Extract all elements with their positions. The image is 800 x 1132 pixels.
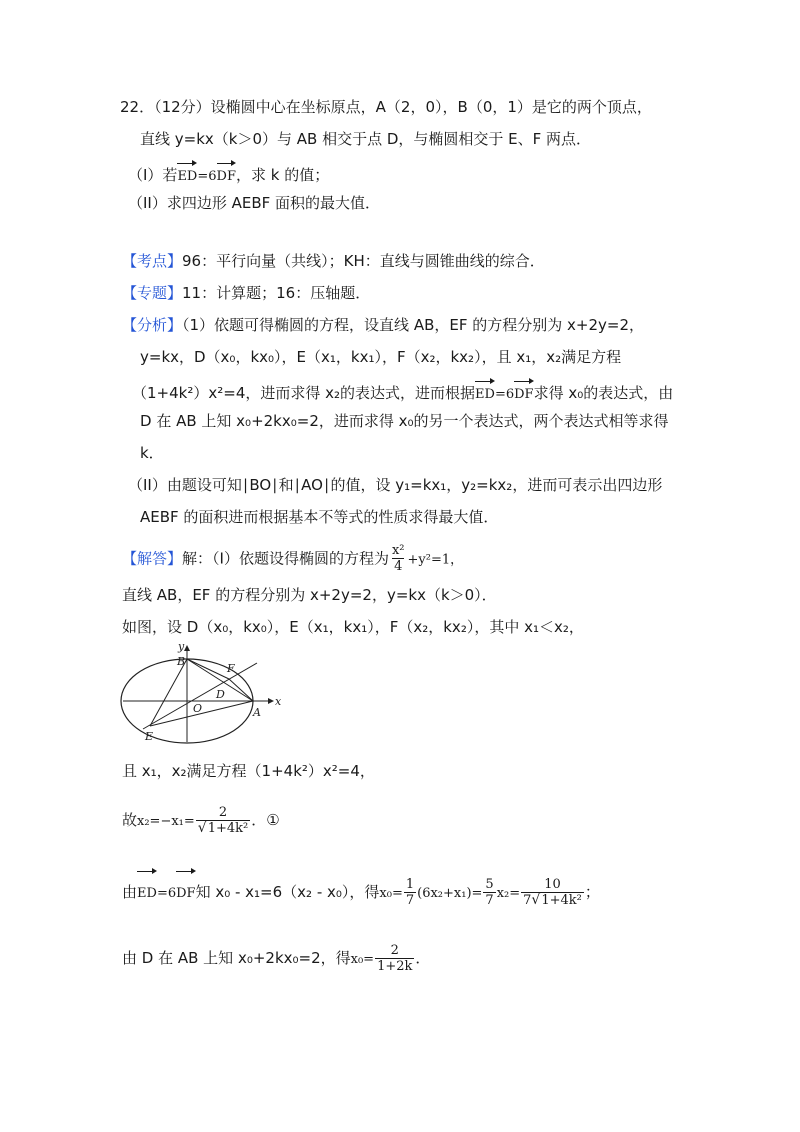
jieda-text-1a: 解：（I）依题设得椭圆的方程为 bbox=[182, 549, 389, 568]
label-e: E bbox=[145, 730, 154, 743]
label-y: y bbox=[178, 640, 185, 653]
jieda-text-1b: +y²=1， bbox=[407, 552, 464, 568]
eq-6-3: =6 bbox=[156, 886, 177, 901]
zhuanti-text: 11：计算题；16：压轴题． bbox=[182, 284, 371, 302]
zhuanti-line bbox=[122, 282, 370, 304]
label-d: D bbox=[216, 688, 225, 701]
part1-prefix: （I）若 bbox=[128, 166, 178, 184]
line-ef bbox=[143, 663, 257, 729]
kaodian-text: 96：平行向量（共线）；KH：直线与圆锥曲线的综合． bbox=[182, 252, 545, 270]
fenxi-tag: 【分析】 bbox=[122, 316, 183, 334]
problem-part-1 bbox=[128, 160, 329, 188]
fenxi-line-6: （II）由题设可知∣BO∣和∣AO∣的值，设 y₁=kx₁，y₂=kx₂，进而可表示出四边形 bbox=[128, 476, 663, 494]
jieda-tag: 【解答】 bbox=[122, 549, 183, 568]
sqrt-icon: √ bbox=[197, 819, 207, 836]
fenxi-text-1: （1）依题可得椭圆的方程，设直线 AB，EF 的方程分别为 x+2y=2， bbox=[182, 316, 645, 334]
jieda-line-1 bbox=[122, 544, 463, 574]
jieda-text-6f: ； bbox=[584, 883, 600, 901]
label-x: x bbox=[275, 695, 282, 708]
eq-6-2: =6 bbox=[494, 387, 515, 402]
vector-df-2: DF bbox=[514, 378, 533, 406]
fraction-5-7: $\frac{5}{7}$ bbox=[485, 876, 494, 908]
jieda-text-5a: 故 bbox=[122, 811, 138, 829]
label-b: B bbox=[177, 655, 186, 668]
fenxi-line-1 bbox=[122, 314, 644, 336]
jieda-text-6d: (6x₂+x₁)= bbox=[417, 886, 483, 901]
fraction-2-1p2k: $\frac{2}{1+2k}$ bbox=[377, 942, 413, 974]
label-o: O bbox=[193, 702, 203, 715]
jieda-line-3: 如图，设 D（x₀，kx₀），E（x₁，kx₁），F（x₂，kx₂），其中 x₁＜x₂， bbox=[122, 618, 584, 636]
fraction-x2-over-4: $\frac{\text{x²}}{4}$ bbox=[391, 543, 405, 574]
fraction-x2: $\frac{2}{\text{√1+4k²}}$ bbox=[197, 804, 249, 836]
label-f: F bbox=[227, 662, 235, 675]
fenxi-line-5: k． bbox=[140, 444, 164, 462]
vector-df-3: DF bbox=[176, 868, 195, 914]
jieda-text-7c: ． bbox=[415, 949, 431, 967]
jieda-text-6e: x₂= bbox=[496, 886, 521, 901]
line-fa bbox=[229, 679, 253, 701]
jieda-line-7 bbox=[122, 938, 430, 980]
problem-part-2: （II）求四边形 AEBF 面积的最大值． bbox=[128, 194, 381, 212]
jieda-line-2: 直线 AB，EF 的方程分别为 x+2y=2，y=kx（k＞0）． bbox=[122, 586, 497, 604]
vector-ed-3: ED bbox=[137, 868, 157, 914]
vector-ed-2: ED bbox=[475, 378, 495, 406]
kaodian-line bbox=[122, 250, 545, 272]
line-eb bbox=[150, 659, 187, 726]
kaodian-tag: 【考点】 bbox=[122, 252, 183, 270]
fenxi-text-3b: 求得 x₀的表达式，由 bbox=[533, 384, 674, 402]
problem-line-2: 直线 y=kx（k＞0）与 AB 相交于点 D，与椭圆相交于 E、F 两点． bbox=[140, 130, 592, 148]
line-bf bbox=[187, 659, 229, 679]
jieda-text-6c: x₀= bbox=[379, 886, 403, 901]
fraction-10: $\frac{10}{\text{7√1+4k²}}$ bbox=[523, 876, 582, 908]
jieda-text-7a: 由 D 在 AB 上知 x₀+2kx₀=2，得 bbox=[122, 949, 351, 967]
fenxi-line-2: y=kx，D（x₀，kx₀），E（x₁，kx₁），F（x₂，kx₂），且 x₁，x₂满足方程 bbox=[140, 348, 622, 366]
jieda-text-6a: 由 bbox=[122, 883, 138, 901]
jieda-line-4: 且 x₁，x₂满足方程（1+4k²）x²=4， bbox=[122, 762, 375, 780]
jieda-text-5c: ．① bbox=[251, 811, 280, 829]
eq-6: =6 bbox=[197, 169, 217, 184]
ellipse-figure bbox=[115, 640, 295, 745]
jieda-text-7b: x₀= bbox=[350, 952, 375, 967]
zhuanti-tag: 【专题】 bbox=[122, 284, 183, 302]
jieda-text-6b: 知 x₀ - x₁=6（x₂ - x₀），得 bbox=[195, 883, 380, 901]
fenxi-line-4: D 在 AB 上知 x₀+2kx₀=2，进而求得 x₀的另一个表达式，两个表达式相等求得 bbox=[140, 412, 669, 430]
fenxi-line-3 bbox=[132, 378, 673, 406]
jieda-line-6 bbox=[122, 868, 600, 914]
vector-df: DF bbox=[217, 160, 236, 188]
sqrt-icon-2: √ bbox=[531, 891, 541, 908]
jieda-text-5b: x₂=−x₁= bbox=[137, 814, 195, 829]
fenxi-text-3a: （1+4k²）x²=4，进而求得 x₂的表达式，进而根据 bbox=[132, 384, 476, 402]
vector-ed: ED bbox=[177, 160, 197, 188]
fenxi-line-7: AEBF 的面积进而根据基本不等式的性质求得最大值． bbox=[140, 508, 499, 526]
jieda-line-5 bbox=[122, 800, 280, 842]
problem-line-1: 22．（12分）设椭圆中心在坐标原点，A（2，0），B（0，1）是它的两个顶点， bbox=[120, 98, 652, 116]
part1-suffix: ，求 k 的值； bbox=[235, 166, 330, 184]
fraction-1-7: $\frac{1}{7}$ bbox=[405, 876, 415, 908]
label-a: A bbox=[253, 706, 261, 719]
